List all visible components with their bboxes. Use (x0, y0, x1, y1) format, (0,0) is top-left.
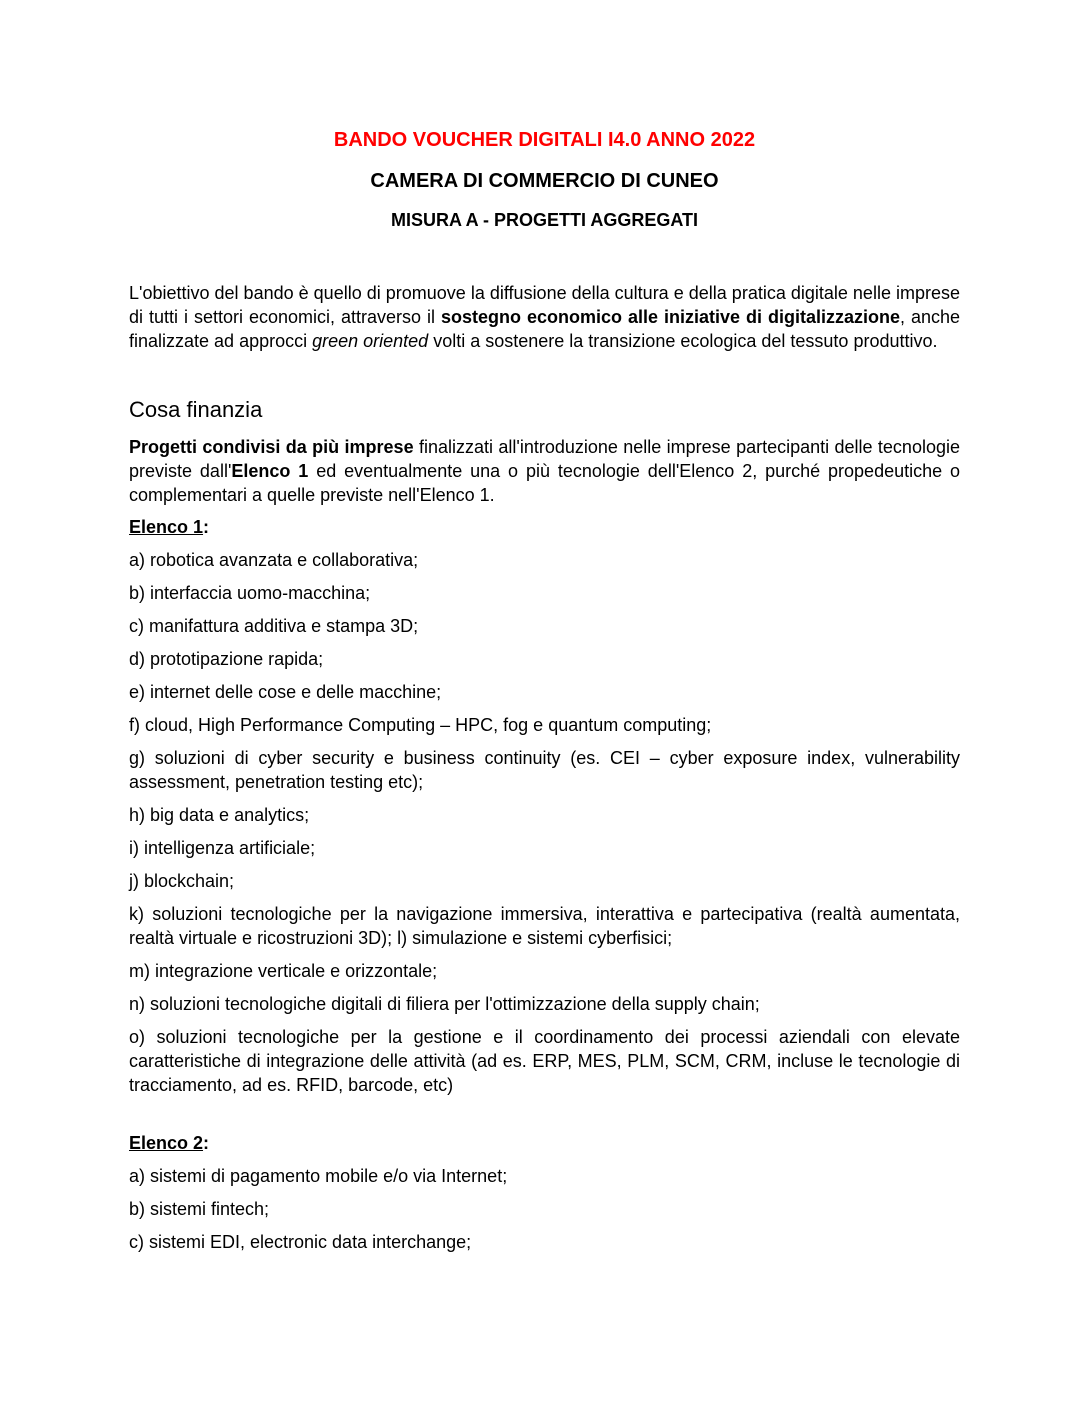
list-item: e) internet delle cose e delle macchine; (129, 682, 442, 702)
list-item: a) sistemi di pagamento mobile e/o via Internet; (129, 1166, 508, 1186)
intro-text-2: , anche finalizzate ad approcci (129, 307, 961, 351)
list-item: a) robotica avanzata e collaborativa; (129, 550, 419, 570)
finanzia-text-2: ed eventualmente una o più tecnologie dell'Elenco 2, purché propedeutiche o complementari a quelle previste nell'Elenco 1. (129, 461, 961, 505)
elenco2-label: Elenco 2 (129, 1133, 204, 1153)
finanzia-bold-2: Elenco 1 (231, 461, 309, 481)
list-item: b) sistemi fintech; (129, 1199, 270, 1219)
elenco1-heading (129, 515, 960, 539)
finanzia-text-1: finalizzati all'introduzione nelle imprese partecipanti delle tecnologie previste dall' (129, 437, 960, 481)
intro-text-3: volti a sostenere la transizione ecologica del tessuto produttivo. (428, 331, 938, 351)
elenco2-list (129, 1164, 960, 1254)
intro-text-1: L'obiettivo del bando è quello di promuove la diffusione della cultura e della pratica digitale nelle imprese di tutti i settori economici, attraverso il (129, 283, 960, 327)
list-item: h) big data e analytics; (129, 805, 310, 825)
list-item: n) soluzioni tecnologiche digitali di filiera per l'ottimizzazione della supply chain; (129, 994, 760, 1014)
document-misura: MISURA A - PROGETTI AGGREGATI (391, 210, 698, 230)
list-item: d) prototipazione rapida; (129, 649, 324, 669)
intro-paragraph (129, 281, 960, 353)
section-heading: Cosa finanzia (129, 397, 263, 422)
finanzia-paragraph (129, 435, 960, 507)
intro-bold-1: sostegno economico alle iniziative di digitalizzazione (440, 307, 900, 327)
list-item: k) soluzioni tecnologiche per la navigazione immersiva, interattiva e partecipativa (realtà aumentata, realtà virtuale e ricostruzioni 3D); l) simulazione e sistemi cyberfisici; (129, 904, 960, 948)
list-item: c) manifattura additiva e stampa 3D; (129, 616, 419, 636)
finanzia-bold-1: Progetti condivisi da più imprese (129, 437, 414, 457)
document-title: BANDO VOUCHER DIGITALI I4.0 ANNO 2022 (333, 129, 756, 151)
elenco1-label: Elenco 1 (129, 517, 204, 537)
list-item: g) soluzioni di cyber security e business continuity (es. CEI – cyber exposure index, vulnerability assessment, penetration testing etc); (129, 748, 960, 792)
list-item: c) sistemi EDI, electronic data interchange; (129, 1232, 472, 1252)
list-item: b) interfaccia uomo-macchina; (129, 583, 371, 603)
list-item: i) intelligenza artificiale; (129, 838, 316, 858)
elenco2-heading (129, 1131, 960, 1155)
intro-italic-1: green oriented (312, 331, 429, 351)
document-subtitle: CAMERA DI COMMERCIO DI CUNEO (370, 170, 719, 192)
elenco2-colon: : (203, 1133, 210, 1153)
list-item: m) integrazione verticale e orizzontale; (129, 961, 438, 981)
list-item: o) soluzioni tecnologiche per la gestione e il coordinamento dei processi aziendali con elevate caratteristiche di integrazione delle attività (ad es. ERP, MES, PLM, SCM, CRM, incluse le tecnologie di tracciamento, ad es. RFID, barcode, etc) (129, 1027, 960, 1095)
elenco1-list (129, 548, 960, 1097)
elenco1-colon: : (203, 517, 210, 537)
list-item: f) cloud, High Performance Computing – HPC, fog e quantum computing; (129, 715, 712, 735)
list-item: j) blockchain; (129, 871, 235, 891)
